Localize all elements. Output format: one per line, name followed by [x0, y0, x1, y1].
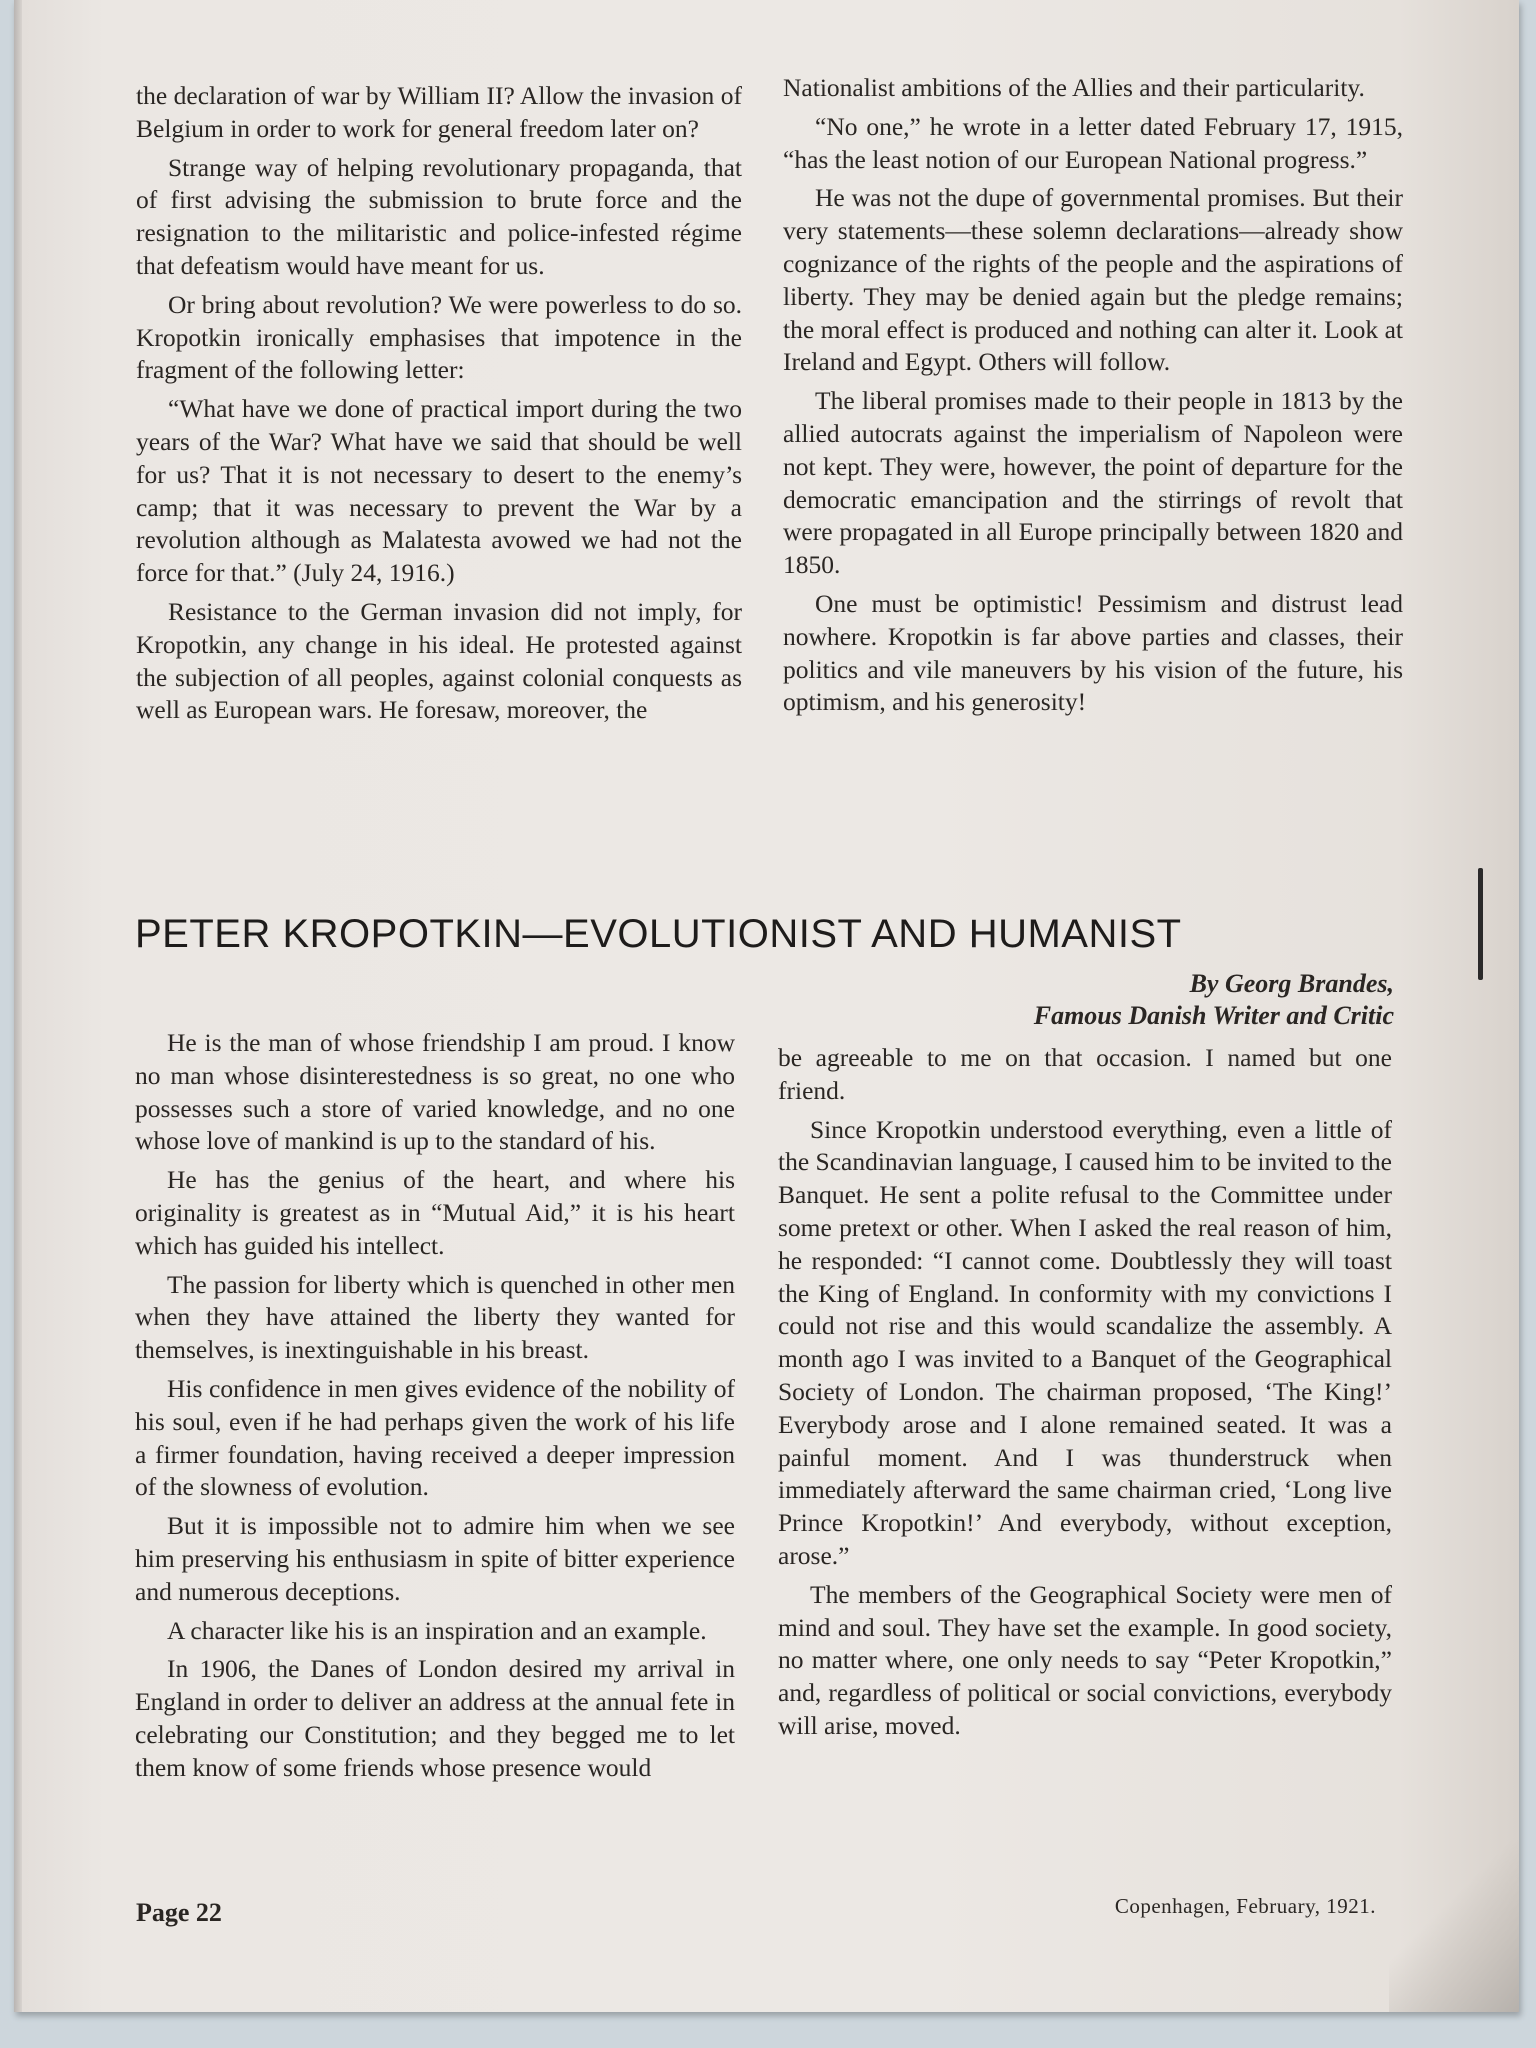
paragraph: Nationalist ambitions of the Allies and their particularity. [783, 73, 1365, 102]
paragraph: He has the genius of the heart, and where his originality is greatest as in “Mutual Aid,” it is his heart which has guided his intellect. [135, 1165, 735, 1260]
paragraph: The liberal promises made to their people in 1813 by the allied autocrats against the imperialism of Napoleon were not kept. They were, however, the point of departure for the democratic emancipation and the stirrings of revolt that were propagated in all Europe principally between 1820 and 1850. [783, 386, 1403, 580]
dateline: Copenhagen, February, 1921. [1114, 1894, 1376, 1918]
paragraph: A character like his is an inspiration and an example. [167, 1615, 707, 1645]
page-left-edge [14, 0, 22, 2012]
paragraph: The members of the Geographical Society were men of mind and soul. They have set the example. In good society, no matter where, one only needs to say “Peter Kropotkin,” and, regardless of political or social convictions, everybody will arise, moved. [778, 1579, 1392, 1740]
article-byline [694, 968, 1394, 1032]
paragraph: be agreeable to me on that occasion. I named but one friend. [778, 1043, 1392, 1105]
paragraph: The passion for liberty which is quenched in other men when they have attained the liberty they wanted for themselves, is inextinguishable in his breast. [135, 1269, 735, 1365]
paragraph: Since Kropotkin understood everything, even a little of the Scandinavian language, I caused him to be invited to the Banquet. He sent a polite refusal to the Committee under some pretext or other. When I asked the real reason of him, he responded: “I cannot come. Doubtlessly they will toast the King of England. In conformity with my convictions I could not rise and this would scandalize the assembly. A month ago I was invited to a Banquet of the Geographical Society of London. The chairman proposed, ‘The King!’ Everybody arose and I alone remained seated. It was a painful moment. And I was thunderstruck when immediately afterward the same chairman cried, ‘Long live Prince Kropotkin!’ And everybody, without exception, arose.” [778, 1114, 1392, 1570]
paragraph: But it is impossible not to admire him when we see him preserving his enthusiasm in spite of bitter experience and numerous deceptions. [135, 1511, 735, 1606]
byline-author: By Georg Brandes, [1189, 969, 1394, 998]
paragraph: “What have we done of practical import during the two years of the War? What have we said that should be well for us? That it is not necessary to desert to the enemy’s camp; that it was necessary to prevent the War by a revolution although as Malatesta avowed we had not the force for that.” (July 24, 1916.) [136, 394, 742, 588]
byline-credentials: Famous Danish Writer and Critic [1033, 1001, 1394, 1030]
paragraph: He is the man of whose friendship I am proud. I know no man whose disinterestedness is so great, no one who possesses such a store of varied knowledge, and no one whose love of mankind is up to the standard of his. [135, 1028, 735, 1156]
paragraph: In 1906, the Danes of London desired my arrival in England in order to deliver an address at the annual fete in celebrating our Constitution; and they begged me to let them know of some friends whose presence would [135, 1654, 735, 1782]
page-number: Page 22 [136, 1898, 222, 1927]
paragraph: “No one,” he wrote in a letter dated February 17, 1915, “has the least notion of our European National progress.” [783, 111, 1403, 174]
bottom-left-column [135, 1027, 735, 1791]
top-left-column [136, 80, 742, 733]
paragraph: Or bring about revolution? We were powerless to do so. Kropotkin ironically emphasises that impotence in the fragment of the following letter: [136, 289, 742, 385]
paragraph: One must be optimistic! Pessimism and distrust lead nowhere. Kropotkin is far above parties and classes, their politics and vile maneuvers by his vision of the future, his optimism, and his generosity! [783, 588, 1403, 717]
top-right-column [783, 72, 1403, 725]
article-headline: PETER KROPOTKIN—EVOLUTIONIST AND HUMANIST [135, 912, 1182, 956]
paragraph: He was not the dupe of governmental promises. But their very statements—these solemn declarations—already show cognizance of the rights of the people and the aspirations of liberty. They may be denied again but the pledge remains; the moral effect is produced and nothing can alter it. Look at Ireland and Egypt. Others will follow. [783, 183, 1403, 377]
bottom-right-column [778, 1042, 1392, 1749]
paragraph: the declaration of war by William II? Allow the invasion of Belgium in order to work for general freedom later on? [136, 81, 742, 143]
paragraph: Resistance to the German invasion did not imply, for Kropotkin, any change in his ideal. He protested against the subjection of all peoples, against colonial conquests as well as European wars. He foresaw, moreover, the [136, 596, 742, 725]
binding-mark [1478, 868, 1483, 980]
page-corner-fold [1389, 1840, 1519, 2012]
paragraph: Strange way of helping revolutionary propaganda, that of first advising the submission to brute force and the resignation to the militaristic and police-infested régime that defeatism would have meant for us. [136, 152, 742, 280]
paragraph: His confidence in men gives evidence of the nobility of his soul, even if he had perhaps given the work of his life a firmer foundation, having received a deeper impression of the slowness of evolution. [135, 1373, 735, 1502]
